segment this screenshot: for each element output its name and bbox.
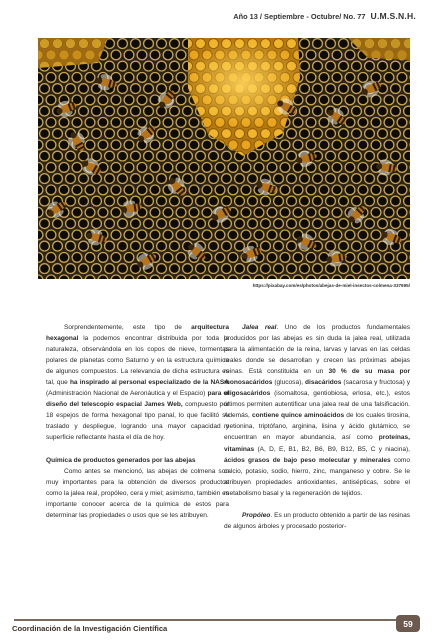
text: (A, D, E, B1, B2, B6, B9, B12, B5, C y niacina), [254, 445, 410, 453]
text: (isomaltosa, gentiobiosa, erlosa, etc.), estos últimos permiten autentificar una jalea real de una falsificación. Además, [224, 390, 410, 420]
footer-title: Coordinación de la Investigación Científica [12, 624, 168, 633]
term: Propóleo [242, 511, 271, 519]
section-heading: Química de productos generados por las abejas [46, 456, 196, 464]
paragraph-products: Como antes se mencionó, las abejas de colmena son muy importantes para la obtención de diversos productos como la jalea real, propóleo, cera y miel; asimismo, también es importante conocer acerca de la química de estos para determinar las propiedades o usos que se les atribuyen. [46, 467, 229, 519]
emphasis: ácidos grasos de bajo peso molecular y minerales [224, 456, 391, 464]
paragraph-propoleo [224, 510, 410, 532]
emphasis: contiene quince aminoácidos [251, 412, 345, 420]
footer-rule [14, 619, 402, 621]
term: Jalea real [242, 324, 277, 331]
image-credit-url[interactable]: https://pixabay.com/es/photos/abejas-de-miel-insectos-colmena-337695/ [252, 283, 410, 288]
text: . Es un producto obtenido a partir de las resinas de algunos árboles y procesado posterior- [224, 511, 410, 530]
paragraph-hexagonal [46, 322, 229, 444]
emphasis: disacáridos [305, 379, 342, 387]
text: la podemos encontrar distribuida por toda la naturaleza, observándola en los copos de nieve, tormentas polares de planetas como Saturno y en la estructura química de algunos compuestos. La relevancia de dicha estructura es tal, que [46, 335, 229, 387]
emphasis: para el diseño del telescopio espacial James Web, [46, 390, 229, 409]
text: (sacarosa y fructosa) y [341, 379, 410, 387]
emphasis: oligosacáridos [224, 390, 271, 398]
page-header [233, 11, 416, 21]
emphasis: arquitectura hexagonal [46, 324, 229, 343]
text: (glucosa), [272, 379, 306, 387]
paragraph-jalea-real [224, 322, 410, 499]
text: compuesto por 18 espejos de forma hexagonal tipo panal, lo que facilitó su traslado y despliegue, logrando una mayor capacidad y superficie reflectante hasta el día de hoy. [46, 401, 230, 442]
emphasis: ha inspirado al personal especializado de la NASA [69, 379, 229, 387]
bees-honeycomb-photo [38, 38, 410, 279]
emphasis: proteínas, vitaminas [224, 434, 410, 453]
text: de los cuales tirosina, metionina, triptófano, arginina, lisina y ácido glutámico, se encuentran en mayor abundancia, así como [224, 412, 411, 442]
text: . Uno de los productos fundamentales producidos por las abejas es sin duda la jalea real, utilizada para la alimentación de la reina, larvas y larvas en las celdas reales donde se desarrollan y crecen las próximas abejas reinas. Está constituida en un [224, 324, 410, 376]
page-footer [0, 612, 436, 640]
page-number-badge: 59 [396, 615, 420, 632]
text: (Administración Nacional de Aeronáutica y el Espacio) [46, 390, 208, 398]
university-brand: U.M.S.N.H. [370, 11, 416, 21]
text: como calcio, potasio, sodio, hierro, zinc, manganeso y cobre. Se le atribuyen propiedades antioxidantes, antisépticas, sobre el metabolismo basal y la regeneración de tejidos. [224, 456, 410, 497]
issue-info: Año 13 / Septiembre - Octubre/ No. 77 [233, 12, 366, 21]
left-column [46, 322, 229, 521]
right-column [224, 322, 410, 532]
text: Sorprendentemente, este tipo de [64, 324, 192, 331]
emphasis: 30 % de su masa por monosacáridos [224, 368, 410, 387]
